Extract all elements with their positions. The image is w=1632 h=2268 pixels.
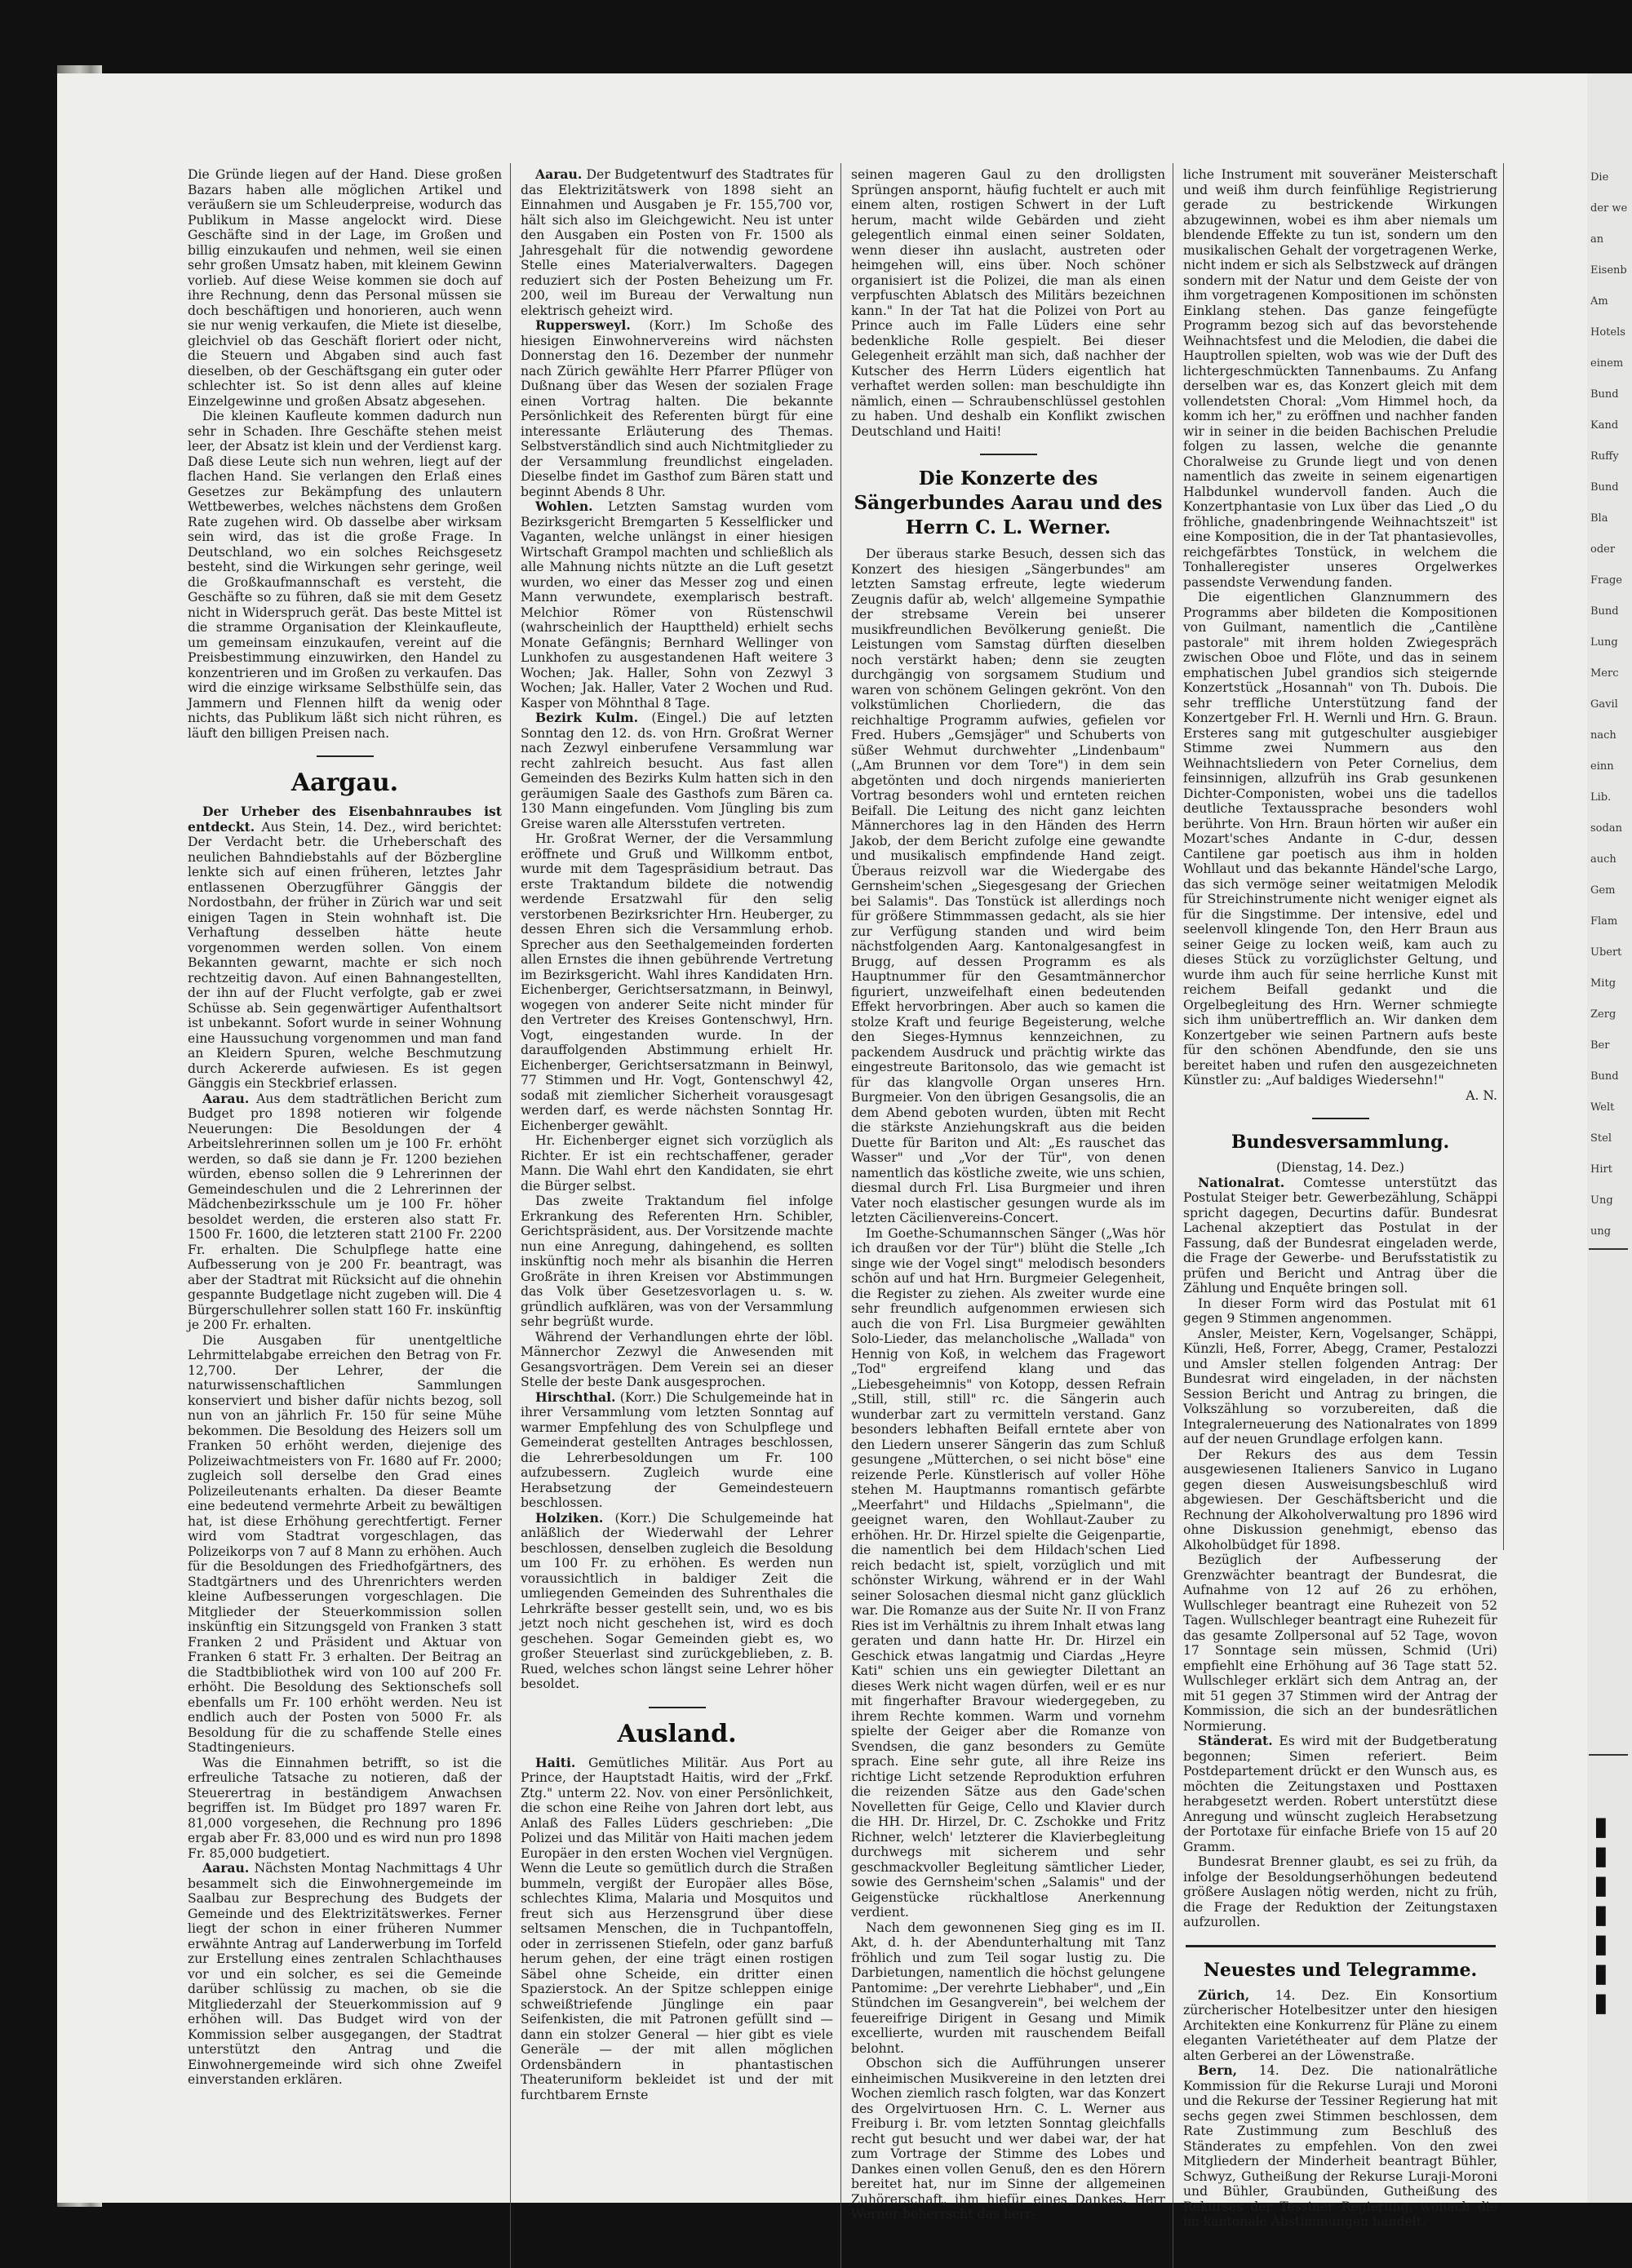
article-text: Gemütliches Militär. Aus Port au Prince, der Hauptstadt Haitis, wird der „Frkf. Ztg." unterm 22. Nov. von einer Persönlichkeit, die schon eine Reihe von Jahren dort lebt, aus Anlaß des Falles Lüders geschrieben: „Die Polizei und das Militär von Haiti machen jedem Europäer in den ersten Wochen viel Vergnügen. Wenn die Leute so gemütlich durch die Straßen bummeln, vergißt der Europäer alles Böse, schlechtes Klima, Malaria und Mosquitos und freut sich aus Herzensgrund über diese seltsamen Menschen, die in Tuchpantoffeln, oder in zerrissenen Stiefeln, oder ganz barfuß herum gehen, der eine trägt einen rostigen Säbel ohne Scheide, ein dritter einen Spazierstock. An der Spitze schleppen einige schweißtriefende Jünglinge ein paar Seifenkisten, die mit Patronen gefüllt sind — dann ein stolzer General — hier gibt es viele Generäle — der mit allen möglichen Ordensbändern in phantastischen Theateruniform bekleidet ist und der mit furchtbarem Ernste (521, 1755, 833, 2102)
article-text: 14. Dez. Die nationalrätliche Kommission für die Rekurse Luraji und Moroni und die Rekurse der Tessiner Regierung hat mit sechs gegen zwei Stimmen beschlossen, dem Rate Zustimmung zum Beschluß des Ständerates zu empfehlen. Von den zwei Mitgliedern der Minderheit beantragt Bühler, Schwyz, Gutheißung der Rekurse Luraji-Moroni und Bühler, Graubünden, Gutheißung des Rekurses der Tessiner Regierung, wonach die im kantonale Abstimmungen handelt. (1183, 2063, 1497, 2229)
facing-page-fragment: oder (1590, 543, 1616, 556)
article-headline: Zürich, (1198, 1987, 1250, 2003)
article-text: Die eigentlichen Glanznummern des Programms aber bildeten die Kompositionen von Guilmant, namentlich die „Cantilène pastorale" mit ihrem holden Zwiegespräch zwischen Oboe und Flöte, und das in seinem emphatischen Jubel grandios sich steigernde Konzertstück „Hosannah" von Th. Dubois. Die sehr treffliche Unterstützung fand der Konzertgeber Frl. H. Wernli und Hrn. G. Braun. Ersteres sang mit gutgeschulter ausgiebiger Stimme zwei Nummern aus den Weihnachtsliedern von Peter Cornelius, dem feinsinnigen, allzufrüh ins Grab gesunkenen Dichter-Componisten, wobei uns die tadellos deutliche Textaussprache besonders wohl berührte. Von Hrn. Braun hörten wir außer ein Mozart'sches Andante in C-dur, dessen Cantilene gar poetisch aus ihm in holden Wohllaut und das bekannte Händel'sche Largo, das sich vermöge seiner weitatmigen Melodik für Streichinstrumente nicht weniger eignet als für die Singstimme. Der intensive, edel und seelenvoll klingende Ton, den Herr Braun aus seiner Geige zu locken weiß, kam auch zu dieses Stück zu vorzüglichster Geltung, und wurde ihm auch für seine herrliche Kunst mit reichem Beifall gedankt und die Orgelbegleitung des Hrn. Werner schmiegte sich ihm unübertrefflich an. Wir danken dem Konzertgeber wie seinen Partnern aufs beste für den schönen Abendfunde, den sie uns bereitet haben und rufen den ausgezeichneten Künstler zu: „Auf baldiges Wiedersehn!" (1183, 590, 1497, 1087)
article-text: Die kleinen Kaufleute kommen dadurch nun sehr in Schaden. Ihre Geschäfte stehen meist leer, der Absatz ist klein und der Verdienst karg. Daß diese Leute sich nun wehren, liegt auf der flachen Hand. Sie verlangen den Erlaß eines Gesetzes zur Bekämpfung des unlautern Wettbewerbes, welches nächstens dem Großen Rate zugehen wird. Ob dasselbe aber wirksam sein wird, das ist die große Frage. In Deutschland, wo ein solches Reichsgesetz besteht, sind die Wirkungen sehr geringe, weil die Großkaufmannschaft es versteht, die Geschäfte so zu führen, daß sie mit dem Gesetz nicht in Widerspruch gerät. Das beste Mittel ist die stramme Organisation der Kleinkaufleute, um gemeinsam einzukaufen, vereint auf die Preisbestimmung einzuwirken, den Handel zu konzentrieren und im Großen zu verkaufen. Das wird die einzige wirksame Selbsthülfe sein, das Jammern und Flennen hilft da wenig oder nichts, das Publikum läßt sich nicht rühren, es läuft den billigen Preisen nach. (188, 409, 502, 741)
section-title-ausland: Ausland. (617, 1719, 737, 1748)
facing-page-fragment: Eisenb (1590, 264, 1627, 277)
article-text: Im Goethe-Schumannschen Sänger („Was hör ich draußen vor der Tür") blüht die Stelle „Ich singe wie der Vogel singt" melodisch besonders schön auf und hat Hrn. Burgmeier Gelegenheit, die Register zu ziehen. Als zweiter wurde eine sehr freundlich aufgenommen erwiesen sich auch die von Frl. Lisa Burgmeier gewählten Solo-Lieder, das melancholische „Wallada" von Hennig von Koß, in welchem das Fragewort „Tod" ergreifend klang und das „Liebesgeheimnis" von Kotopp, dessen Refrain „Still, still, still" rc. die Sängerin auch wunderbar zart zu vermitteln verstand. Ganz besonders lebhaften Beifall erntete aber von den Liedern unserer Sängerin das zum Schluß gesungene „Mütterchen, o sei nicht böse" eine reizende Perle. Künstlerisch auf voller Höhe stehen M. Hauptmanns romantisch gefärbte „Meerfahrt" und Hildachs „Spielmann", die geeignet waren, den Wohllaut-Zauber zu erhöhen. Hr. Dr. Hirzel spielte die Geigenpartie, die namentlich bei dem Hildach'schen Lied reich bedacht ist, spielt, vorzüglich und mit schönster Wirkung, während er in der Wahl seiner Solosachen diesmal nicht ganz glücklich war. Die Romanze aus der Suite Nr. II von Franz Ries ist im Verhältnis zu ihrem Inhalt etwas lang geraten und dann hatte Hr. Dr. Hirzel ein Geschick etwas langatmig und Ciardas „Heyre Kati" schien uns ein gewiegter Dilettant an dieses Werk nicht wagen dürfen, weil er es nur mit fingerhafter Bravour wiedergegeben, zu ihrem Rechte kommen. Warm und vornehm spielte der Geiger aber die Romanze von Svendsen, die ganz besonders zu Gemüte sprach. Eine sehr gute, all ihre Reize ins richtige Licht setzende Reproduktion erfuhren die reizenden Sätze aus den Gade'schen Novelletten für Geige, Cello und Klavier durch die HH. Dr. Hirzel, Dr. C. Zschokke und Fritz Richner, welch' letzterer die Klavierbegleitung durchwegs mit sicherem und sehr geschmackvoller Begleitung sämtlicher Lieder, sowie des Gernsheim'schen „Salamis" und der Geigenstücke rückhaltlose Anerkennung verdient. (851, 1225, 1165, 1920)
article-headline: Haiti. (535, 1754, 576, 1770)
article-headline: Hirschthal. (535, 1389, 616, 1405)
facing-page-fragment: Bund (1590, 388, 1619, 401)
advertisement-lettering: ▮ ▮ ▮ ▮ ▮ ▮ ▮ (1594, 1810, 1608, 2018)
facing-page-fragment: ung (1590, 1225, 1612, 1238)
facing-page-fragment: Bund (1590, 481, 1619, 494)
column-2 (521, 167, 833, 2264)
article-text: Nächsten Montag Nachmittags 4 Uhr besammelt sich die Einwohnergemeinde im Saalbau zur Besprechung des Budgets der Gemeinde und des Elektrizitätswerkes. Ferner liegt der schon in einer früheren Nummer erwähnte Antrag auf Landerwerbung im Torfeld zur Erstellung eines zentralen Schlachthauses vor und ein solcher, es sei die Gemeinde darüber schlüssig zu machen, ob sie die Mitgliederzahl der Steuerkommission auf 9 erhöhen will. Das Budget wird von der Kommission selber ausgegangen, der Stadtrat unterstützt den Antrag und die Einwohnergemeinde wird sich ohne Zweifel einverstanden erklären. (188, 1861, 502, 2087)
facing-page-fragment: der we (1590, 202, 1628, 215)
divider (1312, 1118, 1369, 1119)
facing-page-fragment: Zerg (1590, 1008, 1616, 1021)
article-text: Ansler, Meister, Kern, Vogelsanger, Schäppi, Künzli, Heß, Forrer, Abegg, Cramer, Pestalozzi und Amsler stellen folgenden Antrag: Der Bundesrat wird eingeladen, in der nächsten Session Bericht und Antrag zu bringen, die Volkszählung so vorzubereiten, daß die Integralerneuerung des Nationalrates von 1899 auf der neuen Grundlage erfolgen kann. (1183, 1326, 1497, 1446)
facing-page-fragment: an (1590, 233, 1604, 246)
facing-page-fragment: Kand (1590, 419, 1619, 432)
article-headline: Ständerat. (1198, 1733, 1273, 1748)
article-text: 14. Dez. Ein Konsortium zürcherischer Hotelbesitzer unter den hiesigen Architekten eine Konkurrenz für Pläne zu einem eleganten Varietétheater auf dem Platze der alten Gerberei an der Löwenstraße. (1183, 1987, 1497, 2063)
article-text: liche Instrument mit souveräner Meisterschaft und weiß ihm durch feinfühlige Registrierung gerade zu bestrickende Wirkungen abzugewinnen, wobei es ihm aber niemals um blendende Effekte zu tun ist, sondern um den musikalischen Gehalt der vorgetragenen Werke, nicht indem er sich als Selbstzweck auf drängen sondern mit der Natur und dem Geiste der von ihm vorgetragenen Kompositionen im schönsten Einklang stehen. Das ganze feingefügte Programm bezog sich auf das bevorstehende Weihnachtsfest und die Melodien, die dabei die Hauptrollen spielten, wob was wie der Duft des lichtergeschmückten Tannenbaums. Zu Anfang derselben war es, das Konzert gleich mit dem vollendetsten Choral: „Vom Himmel hoch, da komm ich her," zu eröffnen und nachher fanden wir in seiner in die beiden Bachischen Preludie folgen zu lassen, welche die genannte Choralweise zu Grunde liegt und von denen namentlich das zweite in seinem eigenartigen Halbdunkel wundervoll fanden. Auch die Konzertphantasie von Lux über das Lied „O du fröhliche, gnadenbringende Weihnachtszeit" ist eine Komposition, die in der Tat phantasievolles, reichgefärbtes Tonstück, in welchem die Tonhalleregister unseres Orgelwerkes passendste Verwendung fanden. (1183, 167, 1497, 590)
article-text: (Eingel.) Die auf letzten Sonntag den 12. ds. von Hrn. Großrat Werner nach Zezwyl einberufene Versammlung war recht zahlreich besucht. Aus fast allen Gemeinden des Bezirks Kulm hatten sich in den geräumigen Saale des Gasthofs zum Bären ca. 130 Mann eingefunden. Vom Jüngling bis zum Greise waren alle Altersstufen vertreten. (521, 711, 834, 831)
article-text: Die Ausgaben für unentgeltliche Lehrmittelabgabe erreichen den Betrag von Fr. 12,700. Der Lehrer, der die naturwissenschaftlichen Sammlungen konserviert und bisher dafür nichts bezog, soll nun von an jährlich Fr. 150 für seine Mühe bekommen. Die Besoldung des Heizers soll um Franken 50 erhöht werden, diejenige des Polizeiwachtmeisters von Fr. 1680 auf Fr. 2000; zugleich soll derselbe den Grad eines Polizeileutenants erhalten. Da dieser Beamte eine bedeutend vermehrte Arbeit zu bewältigen hat, ist diese Erhöhung gerechtfertigt. Ferner wird vom Stadtrat vorgeschlagen, das Polizeikorps von 7 auf 8 Mann zu erhöhen. Auch für die Besoldungen des Friedhofgärtners, des Stadtgärtners und des Uhrenrichters werden kleine Aufbesserungen vorgeschlagen. Die Mitglieder der Steuerkommission sollen inskünftig ein Sitzungsgeld von Franken 3 statt Franken 2 und Präsident und Aktuar von Franken 6 statt Fr. 3 erhalten. Der Beitrag an die Stadtbibliothek wird von 100 auf 200 Fr. erhöht. Die Besoldung des Sektionschefs soll ebenfalls um Fr. 100 erhöht werden. Neu ist endlich auch der Posten von 5000 Fr. als Besoldung für die zu schaffende Stelle eines Stadtingenieurs. (188, 1332, 502, 1755)
facing-page-fragment: Flam (1590, 915, 1618, 928)
article-text: Bezüglich der Aufbesserung der Grenzwächter beantragt der Bundesrat, die Aufnahme von 12 auf 26 zu erhöhen, Wullschleger beantragt eine Ruhezeit von 52 Tagen. Wullschleger beantragt eine Ruhezeit für das gesamte Zollpersonal auf 52 Tage, wovon 17 Sonntage sein müssen, Schmid (Uri) empfiehlt eine Erhöhung auf 36 Tage statt 52. Wullschleger erklärt sich dem Antrag an, der mit 51 gegen 37 Stimmen wird der Antrag der Kommission, die sich an der bundesrätlichen Normierung. (1183, 1553, 1497, 1734)
facing-page-fragment: Hirt (1590, 1163, 1612, 1176)
facing-page-fragment: Gavil (1590, 698, 1618, 711)
facing-page-fragment: Am (1590, 295, 1608, 308)
facing-page-fragment: Hotels (1590, 326, 1625, 339)
facing-page-fragment: Bund (1590, 1070, 1619, 1083)
facing-page-fragment: Ruffy (1590, 450, 1619, 463)
article-text: Bundesrat Brenner glaubt, es sei zu früh, da infolge der Besoldungserhöhungen bedeutend größere Auslagen nötig werden, nicht zu früh, die Frage der Reduktion der Zeitungstaxen aufzurollen. (1183, 1854, 1497, 1929)
article-headline: Der Urheber des Eisenbahnraubes ist entdeckt. (188, 804, 502, 835)
divider (649, 1707, 706, 1708)
facing-page-fragment: Frage (1590, 574, 1622, 587)
article-text: Der überaus starke Besuch, dessen sich das Konzert des hiesigen „Sängerbundes" am letzten Samstag erfreute, legte wiederum Zeugnis dafür ab, welch' allgemeine Sympathie der strebsame Verein bei unserer musikfreundlichen Bevölkerung genießt. Die Leistungen vom Samstag dürften dieselben noch verstärkt haben; denn sie zeugten durchgängig von sorgsamem Studium und waren von schönem Gelingen gekrönt. Von den volkstümlichen Chorliedern, die das reichhaltige Programm aufwies, gefielen vor Fred. Hubers „Gemsjäger" und Schuberts von süßer Wehmut durchwehter „Lindenbaum" („Am Brunnen vor dem Tore") in dem sein abgetönten und doch nirgends manierierten Vortrag besonders wohl und ernteten reichen Beifall. Die Leitung des nicht ganz leichten Männerchores lag in den Händen des Herrn Jakob, der dem Bericht zufolge eine gewandte und musikalisch empfindende Hand zeigt. Überaus reizvoll war die Wiedergabe des Gernsheim'schen „Siegesgesang der Griechen bei Salamis". Das Tonstück ist allerdings noch für größere Stimmmassen gedacht, als sie hier zur Verfügung standen und wird beim nächstfolgenden Aarg. Kantonalgesangfest in Brugg, auf dessen Programm es als Hauptnummer für den Gesamtmännerchor figuriert, unzweifelhaft einen bedeutenden Effekt hervorbringen. Aber auch so kamen die stolze Kraft und feurige Begeisterung, welche den Sieges-Hymnus kennzeichnen, zu packendem Ausdruck und prächtig wirkte das eingestreute Baritonsolo, das wie gemacht ist für das klangvolle Organ unseres Hrn. Burgmeier. Von den übrigen Gesangsolis, die an dem Abend geboten wurden, übten mit Recht die stärkste Anziehungskraft aus die beiden Duette für Bariton und Alt: „Es rauschet das Wasser" und „Vor der Tür", von denen namentlich das köstliche zweite, wie uns schien, diesmal durch Frl. Lisa Burgmeier und ihren Vater noch elastischer gesungen wurde als im letzten Cäcilienvereins-Concert. (851, 547, 1165, 1225)
article-text: Hr. Eichenberger eignet sich vorzüglich als Richter. Er ist ein rechtschaffener, gerader Mann. Die Wahl ehrt den Kandidaten, sie ehrt die Bürger selbst. (521, 1133, 833, 1194)
divider (317, 755, 374, 757)
article-text: (Korr.) Die Schulgemeinde hat in ihrer Versammlung vom letzten Sonntag auf warmer Empfehlung des von Schulpflege und Gemeinderat gestellten Antrages beschlossen, die Lehrerbesoldungen um Fr. 100 aufzubessern. Zugleich wurde eine Herabsetzung der Gemeindesteuern beschlossen. (521, 1389, 834, 1510)
column-rule (840, 163, 841, 2268)
article-text: Das zweite Traktandum fiel infolge Erkrankung des Referenten Hrn. Schibler, Gerichtspräsident, aus. Der Vorsitzende machte nun eine Anregung, dahingehend, es sollten inskünftig noch mehr als bisanhin die Herren Großräte in ihren Kreisen vor Abstimmungen das Volk über Gesetzesvorlagen u. s. w. gründlich aufklären, was von der Versammlung sehr begrüßt wurde. (521, 1194, 833, 1329)
article-headline: Bezirk Kulm. (535, 710, 639, 725)
divider (1589, 1248, 1628, 1250)
facing-page-fragment: Bla (1590, 512, 1608, 525)
divider (1589, 1754, 1628, 1756)
article-headline: Wohlen. (535, 498, 593, 514)
facing-page-fragment: einem (1590, 357, 1624, 370)
article-headline: Bern, (1198, 2062, 1238, 2078)
column-rule (510, 163, 511, 2268)
article-headline: Aarau. (202, 1860, 250, 1876)
article-signature: A. N. (1466, 1087, 1497, 1103)
article-text: Aus Stein, 14. Dez., wird berichtet: Der Verdacht betr. die Urheberschaft des neulichen Bahndiebstahls auf der Bözbergline lenkte sich auf einen früheren, letztes Jahr entlassenen Oberzugführer Gänggis der Nordostbahn, der früher in Zürich war und seit einigen Tagen in Stein wohnhaft ist. Die Verhaftung desselben hätte heute vorgenommen werden sollen. Von einem Bekannten gewarnt, machte er sich noch rechtzeitig davon. Auf einen Bahnangestellten, der ihn auf der Flucht verfolgte, gab er zwei Schüsse ab. Sein gegenwärtiger Aufenthaltsort ist unbekannt. Sofort wurde in seiner Wohnung eine Haussuchung vorgenommen und man fand an Kleidern Spuren, welche Beschmutzung durch Ackererde aufwiesen. Es ist gegen Gänggis ein Steckbrief erlassen. (188, 819, 502, 1091)
facing-page-fragment: Welt (1590, 1101, 1615, 1114)
article-text: seinen mageren Gaul zu den drolligsten Sprüngen anspornt, häufig fuchtelt er auch mit einem alten, rostigen Schwert in der Luft herum, macht wilde Gebärden und zieht gelegentlich einmal einen seiner Soldaten, wenn dieser ihn auslacht, austreten oder heimgehen will, eins über. Noch schöner organisiert ist die Polizei, die man als einen verpfuschten Ablatsch des Militärs bezeichnen kann." In der Tat hat die Polizei von Port au Prince auch im Falle Lüders eine sehr bedenkliche Rolle gespielt. Bei dieser Gelegenheit erzählt man sich, daß nachher der Kutscher des Herrn Lüders eigentlich hat verhaftet werden sollen: man beschuldigte ihn nämlich, einen — Schraubenschlüssel gestohlen zu haben. Und deshalb ein Konflikt zwischen Deutschland und Haiti! (851, 167, 1165, 439)
article-text: Obschon sich die Aufführungen unserer einheimischen Musikvereine in den letzten drei Wochen ziemlich rasch folgten, war das Konzert des Orgelvirtuosen Hrn. C. L. Werner aus Freiburg i. Br. vom letzten Sonntag gleichfalls recht gut besucht und wer dabei war, der hat zum Vortrage der Stimme des Lobes und Dankes einen vollen Genuß, den es den Hörern bereitet hat, nur im Sinne der allgemeinen Zuhörerschaft, ihm hiefür eines Dankes. Herr Werner beherrscht das herr- (851, 2056, 1165, 2221)
article-text: (Korr.) Die Schulgemeinde hat anläßlich der Wiederwahl der Lehrer beschlossen, denselben zugleich die Besoldung um 100 Fr. zu erhöhen. Es werden nun voraussichtlich in baldiger Zeit die umliegenden Gemeinden des Suhrenthales die Lehrkräfte besser gestellt sein, und, wo es bis jetzt noch nicht geschehen ist, wird es doch geschehen. Sogar Gemeinden giebt es, wo großer Steuerlast sind zurückgeblieben, z. B. Rued, welches schon längst seine Lehrer höher besoldet. (521, 1510, 833, 1691)
facing-page-fragment: nach (1590, 729, 1616, 742)
article-text: Der Rekurs des aus dem Tessin ausgewiesenen Italieners Sanvico in Lugano gegen diesen Ausweisungsbeschluß wird abgewiesen. Der Geschäftsbericht und die Rechnung der Alkoholverwaltung pro 1896 wird ohne Diskussion genehmigt, ebenso das Alkoholbüdget für 1898. (1183, 1446, 1497, 1553)
column-4 (1183, 167, 1497, 2264)
article-text: Comtesse unterstützt das Postulat Steiger betr. Gewerbezählung, Schäppi spricht dagegen, Decurtins dafür. Bundesrat Lachenal akzeptiert das Postulat in der Fassung, daß der Bundesrat eingeladen werde, die Frage der Gewerbe- und Berufsstatistik zu prüfen und Bericht und Antrag über die Zählung und Enquête bringen soll. (1183, 1175, 1497, 1296)
article-text: In dieser Form wird das Postulat mit 61 gegen 9 Stimmen angenommen. (1183, 1296, 1497, 1326)
facing-page-fragment: Die (1590, 171, 1609, 184)
article-text: Nach dem gewonnenen Sieg ging es im II. Akt, d. h. der Abendunterhaltung mit Tanz fröhlich und zum Teil sogar lustig zu. Die Darbietungen, namentlich die höchst gelungene Pantomime: „Der verehrte Liebhaber", und „Ein Stündchen im Gesangverein", bei welchem der feuereifrige Dirigent in Gesang und Mimik excellierte, wurden mit rauschendem Beifall belohnt. (851, 1920, 1165, 2056)
article-text: Was die Einnahmen betrifft, so ist die erfreuliche Tatsache zu notieren, daß der Steuerertrag in beständigem Anwachsen begriffen ist. Im Büdget pro 1897 waren Fr. 81,000 vorgesehen, die Rechnung pro 1896 ergab aber Fr. 83,000 und es wird nun pro 1898 Fr. 85,000 budgetiert. (188, 1755, 502, 1861)
column-3 (851, 167, 1165, 2264)
facing-page-fragment: Ber (1590, 1039, 1610, 1052)
article-text: Letzten Samstag wurden vom Bezirksgericht Bremgarten 5 Kesselflicker und Vaganten, welche unlängst in einer hiesigen Wirtschaft Grampol machten und schließlich als alle Mahnung nichts nützte an die Luft gesetzt wurden, wo einer das Messer zog und einen Mann verwundete, exemplarisch bestraft. Melchior Römer von Rüstenschwil (wahrscheinlich der Haupttheld) erhielt sechs Monate Gefängnis; Bernhard Wellinger von Lunkhofen zu ausgestandenen Haft weitere 3 Wochen; Jak. Haller, Sohn von Zezwyl 3 Wochen; Jak. Haller, Vater 2 Wochen und Rud. Kasper von Möhnthal 8 Tage. (521, 499, 833, 711)
article-text: Die Gründe liegen auf der Hand. Diese großen Bazars haben alle möglichen Artikel und veräußern sie um Schleuderpreise, wodurch das Publikum in Masse angelockt wird. Diese Geschäfte sind in der Lage, im Großen und billig einzukaufen und nehmen, weil sie einen sehr großen Umsatz haben, mit kleinem Gewinn vorlieb. Auf diese Weise kommen sie doch auf ihre Rechnung, denn das Personal müssen sie doch beschäftigen und honorieren, auch wenn sie nur wenig verkaufen, die Miete ist dieselbe, gleichviel ob das Geschäft floriert oder nicht, die Steuern und Abgaben sind auch fast dieselben, ob der Geschäftsgang ein guter oder schlechter ist. So ist denn alles auf kleine Einzelgewinne und großen Absatz abgesehen. (188, 167, 502, 409)
divider (1186, 1945, 1496, 1947)
facing-page-fragment: Gem (1590, 884, 1616, 897)
facing-page-edge (1587, 73, 1632, 2203)
facing-page-fragment: Lung (1590, 636, 1618, 649)
facing-page-fragment: Merc (1590, 667, 1619, 680)
facing-page-fragment: Ung (1590, 1194, 1613, 1207)
section-title-konzerte: Die Konzerte des Sängerbundes Aarau und des Herrn C. L. Werner. (854, 467, 1163, 538)
facing-page-fragment: Bund (1590, 605, 1619, 618)
article-headline: Holziken. (535, 1509, 604, 1526)
article-text: (Korr.) Im Schoße des hiesigen Einwohnervereins wird nächsten Donnerstag den 16. Dezember der nunmehr nach Zürich gewählte Herr Pfarrer Pflüger von Dußnang über das Wesen der sozialen Frage einen Vortrag halten. Die bekannte Persönlichkeit des Referenten bürgt für eine interessante Erläuterung des Themas. Selbstverständlich sind auch Nichtmitglieder zu der Versammlung freundlichst eingeladen. Dieselbe findet im Gasthof zum Bären statt und beginnt Abends 8 Uhr. (521, 318, 833, 499)
column-1 (188, 167, 502, 2264)
article-text: Hr. Großrat Werner, der die Versammlung eröffnete und Gruß und Willkomm entbot, wurde mit dem Tagespräsidium betraut. Das erste Traktandum bildete die notwendig werdende Ersatzwahl für den selig verstorbenen Bezirksrichter Hrn. Heuberger, zu dessen Ehren sich die Versammlung erhob. Sprecher aus den Seethalgemeinden forderten allen Ernstes die ihnen gebührende Vertretung im Bezirksgericht. Wahl ihres Kandidaten Hrn. Eichenberger, Gerichtsersatzmann, in Beinwyl, wogegen von anderer Seite nicht minder für den Vertreter des Kreises Gontenschwyl, Hrn. Vogt, eingestanden wurde. In der darauffolgenden Abstimmung erhielt Hr. Eichenberger, Gerichtsersatzmann in Beinwyl, 77 Stimmen und Hr. Vogt, Gontenschwyl 42, sodaß mit ziemlicher Sicherheit vorausgesagt werden darf, es werde nächsten Sonntag Hr. Eichenberger gewählt. (521, 831, 833, 1133)
section-title-neuestes: Neuestes und Telegramme. (1203, 1959, 1478, 1981)
article-headline: Ruppersweyl. (535, 317, 631, 333)
article-headline: Aarau. (535, 166, 583, 182)
article-headline: Nationalrat. (1198, 1174, 1285, 1190)
facing-page-fragment: Ubert (1590, 946, 1622, 959)
section-title-aargau: Aargau. (290, 769, 399, 797)
column-rule (1503, 163, 1504, 1550)
newspaper-page (57, 73, 1591, 2229)
article-headline: Aarau. (202, 1090, 250, 1106)
facing-page-fragment: einn (1590, 760, 1614, 773)
facing-page-fragment: sodan (1590, 822, 1622, 835)
article-text: Der Budgetentwurf des Stadtrates für das Elektrizitätswerk von 1898 sieht an Einnahmen und Ausgaben je Fr. 155,700 vor, hält sich also im Gleichgewicht. Neu ist unter den Ausgaben ein Posten von Fr. 1500 als Jahresgehalt für die notwendig gewordene Stelle eines Materialverwalters. Dagegen reduziert sich der Posten Beheizung um Fr. 200, weil im Bureau der Verwaltung nun elektrisch geheizt wird. (521, 167, 833, 318)
article-text: Während der Verhandlungen ehrte der löbl. Männerchor Zezwyl die Anwesenden mit Gesangsvorträgen. Dem Verein sei an dieser Stelle der beste Dank ausgesprochen. (521, 1329, 833, 1389)
article-text: Es wird mit der Budgetberatung begonnen; Simen referiert. Beim Postdepartement drückt er den Wunsch aus, es möchten die Zeitungstaxen und Posttaxen herabgesetzt werden. Robert unterstützt diese Anregung und wünscht zugleich Herabsetzung der Portotaxe für einfache Briefe von 15 auf 20 Gramm. (1183, 1734, 1497, 1854)
facing-page-fragment: Stel (1590, 1132, 1612, 1145)
facing-page-fragment: auch (1590, 853, 1616, 866)
section-title-bundesversammlung: Bundesversammlung. (1231, 1132, 1450, 1153)
divider (980, 454, 1037, 455)
facing-page-fragment: Mitg (1590, 977, 1616, 990)
facing-page-fragment: Lib. (1590, 791, 1612, 804)
section-date: (Dienstag, 14. Dez.) (1275, 1160, 1405, 1175)
article-text: Aus dem stadträtlichen Bericht zum Budget pro 1898 notieren wir folgende Neuerungen: Die Besoldungen der 4 Arbeitslehrerinnen sollen um je 100 Fr. erhöht werden, so daß sie dann je Fr. 1200 beziehen würden, ebenso sollen die 9 Lehrerinnen der Gemeindeschulen und die 2 Lehrerinnen der Mädchenbezirksschule um je 100 Fr. höher besoldet werden, die ersteren also statt Fr. 1500 Fr. 1600, die letzteren statt 2100 Fr. 2200 Fr. erhalten. Die Schulpflege hatte eine Aufbesserung von je 200 Fr. beantragt, was aber der Stadtrat mit Rücksicht auf die ohnehin gespannte Budgetlage nicht zugeben will. Die 4 Bürgerschullehrer sollen statt 160 Fr. inskünftig je 200 Fr. erhalten. (188, 1091, 502, 1332)
